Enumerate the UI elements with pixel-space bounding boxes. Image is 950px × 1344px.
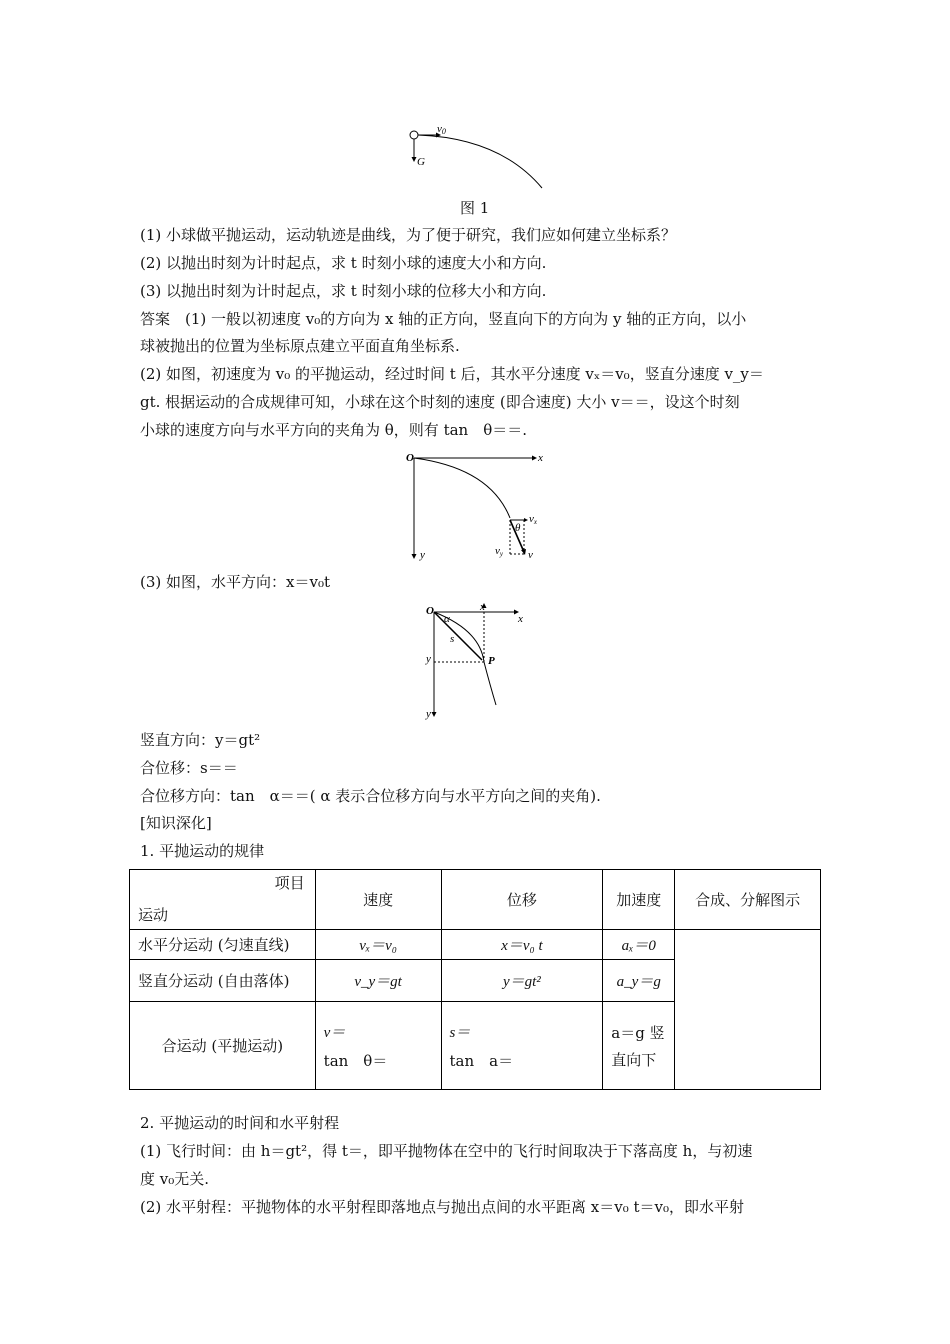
trajectory-curve: [434, 612, 496, 705]
table-row: [130, 930, 821, 960]
figure-1-diagram: [400, 120, 560, 192]
v-label: v: [528, 549, 533, 561]
trajectory-curve: [414, 458, 510, 518]
row-displacement: y＝gt²: [441, 960, 603, 1002]
y-mark-label: y: [426, 653, 431, 665]
vy-label: vy: [495, 545, 503, 558]
row-name: 水平分运动 (匀速直线): [130, 930, 316, 960]
speed-direction: tan θ＝: [323, 1051, 388, 1070]
projectile-law-table: [129, 869, 821, 1090]
row-displacement: [441, 1002, 603, 1090]
row-speed: v_y＝gt: [315, 960, 441, 1002]
origin-label: O: [406, 452, 414, 464]
question-3: (3) 以抛出时刻为计时起点，求 t 时刻小球的位移大小和方向.: [140, 282, 547, 300]
alpha-label: α: [444, 613, 450, 625]
origin-label: O: [426, 605, 434, 617]
answer-2-line-1: (2) 如图，初速度为 v₀ 的平抛运动，经过时间 t 后，其水平分速度 vₓ＝v₀，竖直分速度 v_y＝: [140, 365, 764, 383]
g-label: G: [417, 156, 425, 168]
speed-magnitude: v＝: [323, 1024, 346, 1041]
displacement-magnitude: s＝: [449, 1024, 471, 1041]
vx-label: vx: [529, 513, 537, 526]
section-2-title: 2. 平抛运动的时间和水平射程: [140, 1114, 340, 1132]
row-acceleration: a_y＝g: [603, 960, 675, 1002]
answer-2-line-3: 小球的速度方向与水平方向的夹角为 θ，则有 tan θ＝＝.: [140, 421, 527, 439]
row-name: 合运动 (平抛运动): [130, 1002, 316, 1090]
x-axis-label: x: [518, 613, 523, 625]
trajectory-curve: [418, 135, 542, 188]
displacement-arrow: [434, 612, 482, 660]
row-name: 竖直分运动 (自由落体): [130, 960, 316, 1002]
header-item: 项目: [274, 874, 305, 892]
figure-1-caption: 图 1: [460, 199, 490, 217]
ball: [410, 131, 418, 139]
displacement-direction: tan a＝: [449, 1051, 514, 1070]
question-2: (2) 以抛出时刻为计时起点，求 t 时刻小球的速度大小和方向.: [140, 254, 547, 272]
row-displacement: x＝v₀ t: [441, 930, 603, 960]
section-2-line-3: (2) 水平射程：平抛物体的水平射程即落地点与抛出点间的水平距离 x＝v₀ t＝v₀，即水平射: [140, 1198, 745, 1216]
row-speed: vₓ＝v₀: [315, 930, 441, 960]
question-1: (1) 小球做平抛运动，运动轨迹是曲线，为了便于研究，我们应如何建立坐标系？: [140, 226, 677, 244]
header-speed: 速度: [315, 870, 441, 930]
p-label: P: [488, 655, 495, 667]
theta-label: θ: [515, 522, 521, 534]
x-axis-label: x: [538, 452, 543, 464]
figure-2-velocity-diagram: [400, 448, 560, 568]
section-2-line-1: (1) 飞行时间：由 h＝gt²，得 t＝，即平抛物体在空中的飞行时间取决于下落高度 h，与初速: [140, 1142, 753, 1160]
vertical-direction: 竖直方向：y＝gt²: [140, 731, 261, 749]
header-motion: 运动: [138, 906, 169, 924]
row-speed: [315, 1002, 441, 1090]
answer-1-line-2: 球被抛出的位置为坐标原点建立平面直角坐标系.: [140, 337, 460, 355]
section-1-title: 1. 平抛运动的规律: [140, 842, 265, 860]
answer-3-line-1: (3) 如图，水平方向：x＝v₀t: [140, 573, 330, 591]
header-acceleration: 加速度: [603, 870, 675, 930]
header-diagonal-cell: [130, 870, 316, 930]
x-mark-label: x: [480, 601, 485, 613]
y-axis-label: y: [426, 708, 431, 720]
row-acceleration: [603, 1002, 675, 1090]
s-label: s: [450, 633, 455, 645]
acceleration-1: a＝g 竖: [611, 1023, 665, 1042]
y-axis-label: y: [420, 549, 425, 561]
figure-3-displacement-diagram: [420, 600, 540, 722]
v0-label: v0: [437, 123, 446, 136]
row-acceleration: aₓ＝0: [603, 930, 675, 960]
answer-1-line-1: 答案 (1) 一般以初速度 v₀的方向为 x 轴的正方向，竖直向下的方向为 y 轴的正方向，以小: [140, 310, 747, 328]
header-diagram: 合成、分解图示: [675, 870, 821, 930]
resultant-displacement: 合位移：s＝＝: [140, 759, 238, 777]
displacement-direction: 合位移方向：tan α＝＝( α 表示合位移方向与水平方向之间的夹角).: [140, 787, 601, 805]
knowledge-deepening: [知识深化]: [140, 814, 212, 832]
section-2-line-2: 度 v₀无关.: [140, 1170, 210, 1188]
diagram-cell: [675, 930, 821, 1090]
header-displacement: 位移: [441, 870, 603, 930]
acceleration-2: 直向下: [611, 1050, 657, 1069]
answer-2-line-2: gt. 根据运动的合成规律可知，小球在这个时刻的速度 (即合速度) 大小 v＝＝，设这个时刻: [140, 393, 740, 411]
